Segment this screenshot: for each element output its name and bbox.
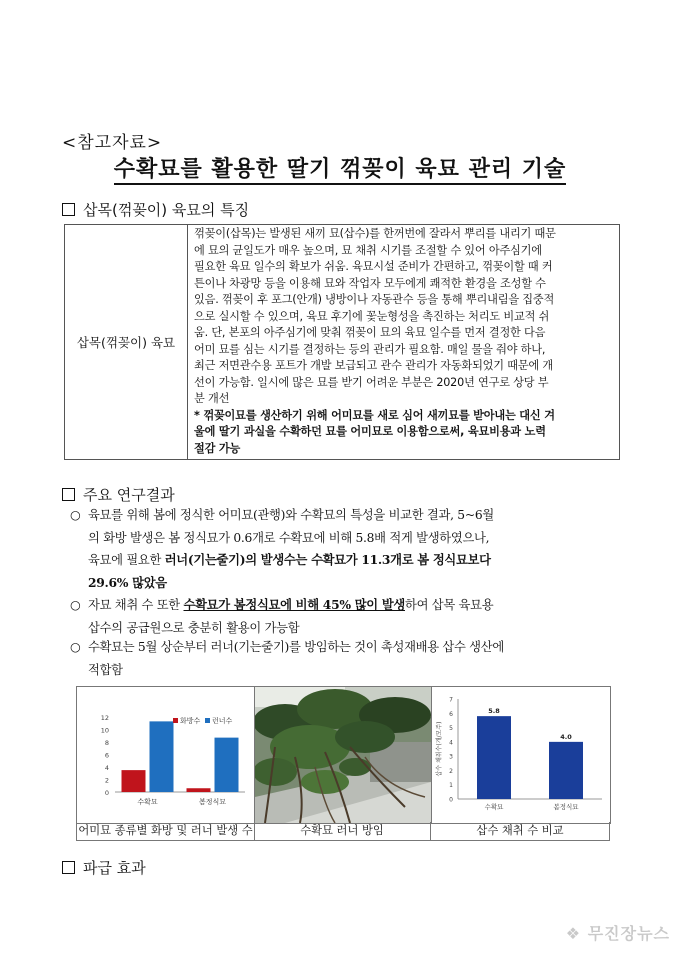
figure-chart-cutting-count — [432, 687, 610, 823]
bar-런너수 — [150, 721, 174, 792]
y-tick-label: 7 — [449, 696, 453, 704]
feature-table-note: * 꺾꽂이묘를 생산하기 위해 어미묘를 새로 심어 새끼묘를 받아내는 대신 겨 울에 딸기 과실을 수확하던 묘를 어미묘로 이용함으로써, 육묘비용과 노력 절감 가능 — [194, 408, 555, 455]
bar-화방수 — [187, 788, 211, 792]
y-axis-label: 삽수 채취수(개/모주) — [436, 721, 443, 777]
feature-table-label: 삽목(꺾꽂이) 육묘 — [65, 225, 188, 460]
section-heading-results: 주요 연구결과 — [62, 484, 175, 505]
y-tick-label: 5 — [449, 725, 453, 733]
legend-swatch — [173, 718, 178, 723]
y-tick-label: 8 — [104, 739, 109, 747]
figure-chart-flower-runner — [77, 687, 255, 823]
circle-bullet-icon: ○ — [70, 508, 81, 522]
checkbox-square-icon — [62, 861, 75, 874]
y-tick-label: 2 — [449, 767, 453, 775]
y-tick-label: 2 — [104, 776, 109, 785]
figure-caption-2: 수확묘 러너 방임 — [254, 822, 431, 841]
y-tick-label: 1 — [449, 782, 453, 790]
bar-화방수 — [122, 770, 146, 792]
result-item-1: ○ 육묘를 위해 봄에 정식한 어미묘(관행)와 수확묘의 특성을 비교한 결과, 5~6월 의 화방 발생은 봄 정식묘가 0.6개로 수확묘에 비해 5.8배 적게 발생하였으나, 육묘에 필요한 러너(기는줄기)의 발생수는 수확묘가 11.3개로 봄 정식묘보다 29.6% 많았음 — [88, 504, 618, 594]
y-tick-label: 6 — [449, 710, 453, 718]
y-tick-label: 6 — [104, 751, 109, 760]
y-tick-label: 12 — [100, 714, 109, 722]
y-tick-label: 0 — [104, 789, 109, 797]
data-label: 4.0 — [560, 732, 572, 741]
section-heading-features: 삽목(꺾꽂이) 육묘의 특징 — [62, 199, 249, 220]
x-tick-label: 봄정식묘 — [553, 803, 579, 811]
bar-chart-cutting-count — [432, 687, 610, 823]
y-tick-label: 4 — [449, 739, 453, 747]
y-tick-label: 0 — [449, 796, 453, 804]
x-tick-label: 봄정식묘 — [198, 798, 227, 806]
bar-런너수 — [215, 738, 239, 792]
figure-caption-1: 어미묘 종류별 화방 및 러너 발생 수 — [76, 822, 255, 841]
bar — [549, 742, 583, 799]
figure-photo-runners — [255, 687, 432, 823]
legend-label: 런너수 — [212, 717, 233, 725]
section-heading-impact: 파급 효과 — [62, 857, 146, 878]
legend-label: 화방수 — [180, 717, 201, 725]
figure-row — [76, 686, 611, 824]
checkbox-square-icon — [62, 203, 75, 216]
feature-table — [64, 224, 620, 460]
figure-caption-3: 삽수 채취 수 비교 — [431, 822, 610, 841]
strawberry-runner-photo — [255, 687, 431, 823]
watermark-logo: ❖ 무진장뉴스 — [565, 924, 670, 943]
y-tick-label: 10 — [100, 726, 109, 735]
data-label: 5.8 — [488, 707, 500, 716]
bar — [477, 716, 511, 799]
result-item-2: ○ 자묘 채취 수 또한 수확묘가 봄정식묘에 비해 45% 많이 발생하여 삽목 육묘용 삽수의 공급원으로 충분히 활용이 가능함 — [88, 594, 618, 639]
reference-label: <참고자료> — [62, 133, 163, 153]
x-tick-label: 수확묘 — [137, 798, 158, 806]
feature-table-description: 꺾꽂이(삽목)는 발생된 새끼 묘(삽수)를 한꺼번에 잘라서 뿌리를 내리기 때문 에 묘의 균일도가 매우 높으며, 묘 채취 시기를 조절할 수 있어 아주심기에 필요한 육묘 일수의 확보가 쉬움. 육묘시설 준비가 간편하고, 꺾꽂이할 때 커 튼이나 차광망 등을 이용해 묘와 작업자 모두에게 쾌적한 환경을 조성할 수 있음. 꺾꽂이 후 포그(안개) 냉방이나 자동관수 등을 통해 뿌리내림을 집중적 으로 실시할 수 있으며, 육묘 후기에 꽃눈형성을 촉진하는 처리도 비교적 쉬 움. 단, 본포의 아주심기에 맞춰 꺾꽂이 묘의 육묘 일수를 먼저 결정한 다음 어미 묘를 심는 시기를 결정하는 등의 관리가 필요함. 매일 물을 줘야 하나, 최근 저면관수용 포트가 개발 보급되고 관수 관리가 자동화되었기 때문에 개 선이 가능함. 일시에 많은 묘를 받기 어려운 부분은 2020년 연구로 상당 부 분 개선 * 꺾꽂이묘를 생산하기 위해 어미묘를 새로 심어 새끼묘를 받아내는 대신 겨 울에 딸기 과실을 수확하던 묘를 어미묘로 이용함으로써, 육묘비용과 노력 절감 가능 — [188, 225, 620, 460]
bar-chart-flower-runner — [77, 687, 254, 823]
checkbox-square-icon — [62, 488, 75, 501]
circle-bullet-icon: ○ — [70, 640, 81, 654]
document-title: 수확묘를 활용한 딸기 꺾꽂이 육묘 관리 기술 — [0, 152, 680, 183]
x-tick-label: 수확묘 — [484, 803, 504, 811]
y-tick-label: 3 — [449, 753, 453, 761]
result-item-3: ○ 수확묘는 5월 상순부터 러너(기는줄기)를 방임하는 것이 촉성재배용 삽수 생산에 적합함 — [88, 636, 618, 681]
circle-bullet-icon: ○ — [70, 598, 81, 612]
y-tick-label: 4 — [104, 764, 109, 772]
legend-swatch — [205, 718, 210, 723]
